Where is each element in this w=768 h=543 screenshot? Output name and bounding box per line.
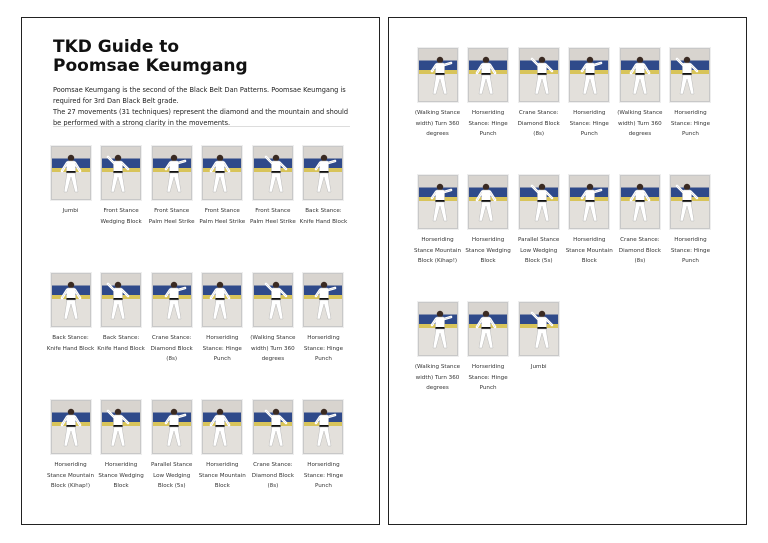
movement-item [46,273,95,397]
movement-photo [202,146,242,200]
movement-caption: Back Stance: Knife Hand Block [97,335,145,352]
page-title [53,38,248,76]
movement-item [49,146,92,270]
movement-grid-page-1 [46,146,348,524]
movement-photo [152,273,192,327]
movement-item [568,48,611,172]
practitioner-figure [203,274,241,326]
movement-caption: Horseriding Stance Wedging Block [98,462,144,489]
movement-caption: Jumbi [530,364,547,370]
movement-photo [101,273,141,327]
practitioner-figure [203,401,241,453]
intro-paragraph-1: Poomsae Keumgang is the second of the Black Belt Dan Patterns. Poomsae Keumgang is required for 3rd Dan Black Belt grade. [53,86,346,105]
movement-item [467,48,510,172]
movement-photo [51,400,91,454]
movement-item [467,302,510,426]
practitioner-figure [469,303,507,355]
practitioner-figure [304,274,342,326]
movement-item [517,302,560,426]
movement-item [97,273,145,397]
movement-photo [152,400,192,454]
movement-photo [303,273,343,327]
practitioner-figure [153,147,191,199]
movement-photo [101,400,141,454]
movement-photo [670,48,710,102]
movement-photo [620,48,660,102]
practitioner-figure [570,49,608,101]
movement-item [201,273,244,397]
movement-photo [51,146,91,200]
movement-item [467,175,510,299]
movement-item [618,48,661,172]
movement-photo [418,175,458,229]
movement-caption: Front Stance Palm Heel Strike [249,208,296,225]
movement-caption: (Walking Stance width) Turn 360 degrees [250,335,296,362]
movement-photo [303,400,343,454]
practitioner-figure [469,49,507,101]
practitioner-figure [671,49,709,101]
practitioner-figure [304,401,342,453]
movement-caption: (Walking Stance width) Turn 360 degrees [617,110,663,137]
movement-item [618,175,661,299]
movement-caption: Front Stance Palm Heel Strike [148,208,195,225]
movement-caption: Crane Stance: Diamond Block (8s) [150,335,193,362]
practitioner-figure [520,176,558,228]
title-line-2: Poomsae Keumgang [53,56,248,76]
movement-item [416,302,459,426]
movement-item [251,146,294,270]
movement-caption: Horseriding Stance Wedging Block [465,237,511,264]
intro-text [53,85,353,129]
movement-photo [253,400,293,454]
movement-caption: Horseriding Stance: Hinge Punch [202,335,242,362]
movement-caption: Horseriding Stance: Hinge Punch [468,110,508,137]
movement-photo [519,302,559,356]
movement-item [251,400,294,524]
practitioner-figure [102,147,140,199]
movement-photo [202,273,242,327]
movement-item [150,273,193,397]
movement-item [100,400,143,524]
movement-photo [620,175,660,229]
practitioner-figure [203,147,241,199]
movement-caption: Back Stance: Knife Hand Block [46,335,95,352]
movement-caption: Horseriding Stance Mountain Block [565,237,613,264]
movement-photo [418,48,458,102]
movement-caption: Horseriding Stance: Hinge Punch [569,110,609,137]
movement-caption: Horseriding Stance: Hinge Punch [303,335,344,362]
movement-photo [101,146,141,200]
practitioner-figure [254,147,292,199]
movement-photo [468,48,508,102]
movement-photo [253,146,293,200]
movement-item [46,400,95,524]
practitioner-figure [520,49,558,101]
practitioner-figure [419,49,457,101]
practitioner-figure [52,274,90,326]
movement-photo [519,48,559,102]
practitioner-figure [52,401,90,453]
movement-caption: Horseriding Stance Mountain Block (Kihap!) [413,237,462,264]
movement-item [669,48,712,172]
document-page-1 [21,17,380,525]
practitioner-figure [153,401,191,453]
movement-item [299,146,348,270]
title-line-1: TKD Guide to [53,37,180,57]
practitioner-figure [304,147,342,199]
movement-photo [519,175,559,229]
movement-caption: Crane Stance: Diamond Block (8s) [251,462,294,489]
movement-item [100,146,143,270]
movement-caption: Horseriding Stance Mountain Block [198,462,246,489]
movement-caption: Parallel Stance Low Wedging Block (5s) [517,237,560,264]
movement-caption: (Walking Stance width) Turn 360 degrees [414,110,461,137]
movement-item [413,175,462,299]
practitioner-figure [153,274,191,326]
movement-item [669,175,712,299]
practitioner-figure [621,176,659,228]
practitioner-figure [520,303,558,355]
practitioner-figure [570,176,608,228]
movement-caption: Front Stance Palm Heel Strike [199,208,246,225]
practitioner-figure [671,176,709,228]
movement-item [150,146,193,270]
movement-caption: Back Stance: Knife Hand Block [299,208,348,225]
movement-caption: Jumbi [62,208,79,214]
document-page-2 [388,17,747,525]
movement-caption: Horseriding Stance: Hinge Punch [303,462,344,489]
movement-caption: Crane Stance: Diamond Block (8s) [517,110,560,137]
movement-photo [468,302,508,356]
practitioner-figure [254,401,292,453]
movement-item [198,400,246,524]
movement-item [517,48,560,172]
movement-photo [51,273,91,327]
practitioner-figure [621,49,659,101]
practitioner-figure [419,176,457,228]
movement-caption: Horseriding Stance: Hinge Punch [468,364,508,391]
movement-photo [670,175,710,229]
movement-caption: Front Stance Wedging Block [100,208,142,225]
movement-caption: Parallel Stance Low Wedging Block (5s) [150,462,193,489]
movement-caption: Crane Stance: Diamond Block (8s) [618,237,661,264]
movement-item [517,175,560,299]
movement-photo [253,273,293,327]
movement-caption: Horseriding Stance: Hinge Punch [670,237,711,264]
movement-grid-page-2 [413,48,712,426]
movement-caption: Horseriding Stance: Hinge Punch [670,110,711,137]
movement-item [251,273,294,397]
movement-photo [569,175,609,229]
movement-item [302,273,345,397]
practitioner-figure [419,303,457,355]
practitioner-figure [254,274,292,326]
practitioner-figure [52,147,90,199]
movement-caption: (Walking Stance width) Turn 360 degrees [414,364,461,391]
movement-item [201,146,244,270]
movement-photo [303,146,343,200]
intro-paragraph-2: The 27 movements (31 techniques) represent the diamond and the mountain and should be performed with a strong clarity in the movements. [53,108,349,127]
divider [53,126,350,127]
movement-item [565,175,613,299]
movement-caption: Horseriding Stance Mountain Block (Kihap!) [46,462,95,489]
practitioner-figure [102,274,140,326]
movement-item [150,400,193,524]
movement-photo [468,175,508,229]
movement-photo [418,302,458,356]
movement-photo [202,400,242,454]
movement-item [302,400,345,524]
movement-item [416,48,459,172]
practitioner-figure [102,401,140,453]
movement-photo [152,146,192,200]
movement-photo [569,48,609,102]
practitioner-figure [469,176,507,228]
